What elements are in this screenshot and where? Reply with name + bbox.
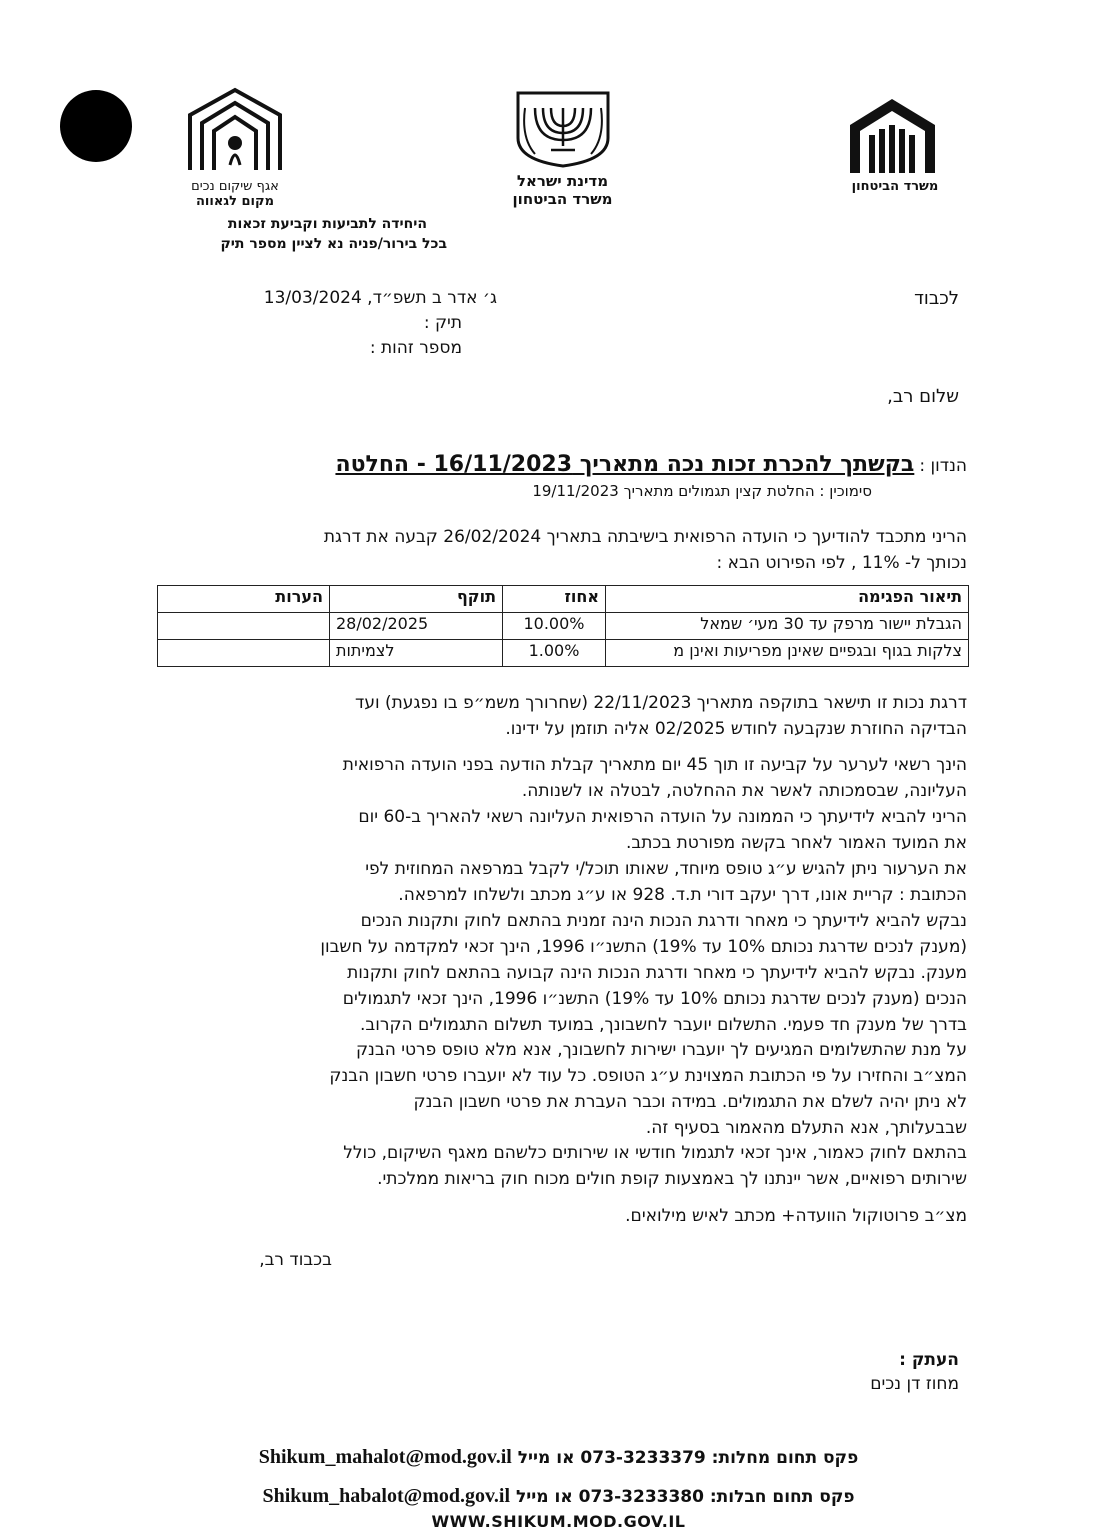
greeting: שלום רב, <box>887 386 959 407</box>
table-cell: 1.00% <box>503 640 606 667</box>
intro-paragraph <box>147 524 967 576</box>
body-paragraph <box>137 1140 967 1192</box>
paragraph-line: הכתובת : קריית אונו, דרך יעקב דורי ת.ד. 928 או ע״ג מכתב ולשלחו למרפאה. <box>398 885 967 905</box>
paragraph-line: הינך רשאי לערער על קביעה זו תוך 45 יום מתאריך קבלת הודעה בפני הועדה הרפואית <box>342 755 967 775</box>
paragraph-line: בהתאם לחוק כאמור, אינך זכאי לתגמול חודשי או שירותים כלשהם מאגף השיקום, כולל <box>343 1143 967 1163</box>
footer-fax-injuries: פקס תחום חבלות: 073-3233380 או מייל <box>515 1487 855 1507</box>
table-row <box>158 613 969 640</box>
subject-prefix: הנדון : <box>919 456 967 476</box>
intro-line: הריני מתכבד להודיעך כי הועדה הרפואית בישיבתה בתאריך 26/02/2024 קבעה את דרגת <box>323 527 967 547</box>
unit-name: היחידה לתביעות וקביעת זכאות <box>227 216 427 232</box>
footer-line-injuries <box>0 1485 1117 1508</box>
copy-recipient: מחוז דן נכים <box>870 1374 959 1394</box>
table-cell <box>158 640 330 667</box>
state-logo-line1: מדינת ישראל <box>516 172 609 190</box>
paragraph-line: את המועד האמור לאחר בקשה מפורטת בכתב. <box>626 833 967 853</box>
table-cell: צלקות בגוף ובגפיים שאינן מפריעות ואינן מ <box>606 640 969 667</box>
table-cell: 28/02/2025 <box>330 613 503 640</box>
subject-title: בקשתך להכרת זכות נכה מתאריך 16/11/2023 - החלטה <box>335 452 915 477</box>
col-notes: הערות <box>158 586 330 613</box>
table-cell: הגבלת יישור מרפק עד 30 מעי׳ שמאל <box>606 613 969 640</box>
table-cell: 10.00% <box>503 613 606 640</box>
footer-website[interactable]: WWW.SHIKUM.MOD.GOV.IL <box>431 1512 686 1531</box>
state-logo-line2: משרד הביטחון <box>512 190 613 208</box>
body-paragraph <box>137 1037 967 1141</box>
footer-email-injuries[interactable]: Shikum_habalot@mod.gov.il <box>262 1485 511 1507</box>
body-paragraph <box>137 1203 967 1229</box>
paragraph-line: העליונה, שבסמכותה לאשר את ההחלטה, לבטלה או לשנותה. <box>521 781 967 801</box>
paragraph-line: את הערעור ניתן להגיש ע״ג טופס מיוחד, שאותו תוכל/י לקבל במרפאה המחוזית לפי <box>365 859 967 879</box>
rehab-logo-line2: מקום לגאווה <box>195 194 274 209</box>
table-cell: לצמיתות <box>330 640 503 667</box>
disability-table <box>157 585 969 667</box>
body-paragraph <box>137 908 967 1038</box>
unit-reference-note: בכל בירור/פניה נא לציין מספר תיק <box>220 236 447 252</box>
paragraph-line: מענק. נבקש להביא לידיעתך כי מאחר ודרגת הנכות הינה קבועה בהתאם לחוק ותקנות <box>347 963 967 983</box>
paragraph-line: הנכים (מענק לנכים שדרגת נכותם 10% עד 19%) התשנ״ו 1996, הינך זכאי לתגמולים <box>342 989 967 1009</box>
paragraph-line: בדרך של מענק חד פעמי. התשלום יועבר לחשבונך, במועד תשלום התגמולים הקרוב. <box>359 1015 967 1035</box>
paragraph-line: לא ניתן יהיה לשלם את התגמולים. במידה וכבר העברת את פרטי חשבון הבנק <box>413 1092 967 1112</box>
copy-label: העתק : <box>899 1350 959 1370</box>
footer-email-diseases[interactable]: Shikum_mahalot@mod.gov.il <box>258 1446 512 1468</box>
paragraph-line: מצ״ב פרוטוקול הוועדה+ מכתב לאיש מילואים. <box>625 1206 967 1226</box>
footer-line-diseases <box>0 1446 1117 1469</box>
reference-line: סימוכין : החלטת קצין תגמולים מתאריך 19/11/2023 <box>532 482 872 500</box>
rehab-logo <box>180 85 290 209</box>
file-number-label: תיק : <box>423 313 462 333</box>
table-cell <box>158 613 330 640</box>
mod-logo-line1: משרד הביטחון <box>851 179 939 194</box>
menorah-emblem-icon <box>513 88 613 168</box>
paragraph-line: המצ״ב והחזירו על פי הכתובת המצוינת ע״ג הטופס. כל עוד לא יועברו פרטי חשבון הבנק <box>329 1066 967 1086</box>
col-validity: תוקף <box>330 586 503 613</box>
col-percent: אחוז <box>503 586 606 613</box>
closing: בכבוד רב, <box>259 1250 332 1270</box>
paragraph-line: על מנת שהתשלומים המגיעים לך יועברו ישירות לחשבונך, אנא מלא טופס פרטי הבנק <box>356 1040 967 1060</box>
body-paragraph <box>137 690 967 742</box>
paragraph-line: נבקש להביא לידיעתך כי מאחר ודרגת הנכות הינה זמנית בהתאם לחוק ותקנות הנכים <box>360 911 967 931</box>
paragraph-line: הריני להביא לידיעתך כי הממונה על הועדה הרפואית העליונה רשאי להאריך ב-60 יום <box>358 807 967 827</box>
state-logo <box>505 88 620 208</box>
table-row <box>158 640 969 667</box>
body-paragraph <box>137 752 967 908</box>
black-dot <box>60 90 132 162</box>
paragraph-line: שבבעלותך, אנא התעלם מהאמור בסעיף זה. <box>645 1118 967 1138</box>
paragraph-line: דרגת נכות זו תישאר בתוקפה מתאריך 22/11/2023 (שחרורך משמ״פ בו נפגעת) ועד <box>355 693 967 713</box>
mod-emblem-icon <box>845 95 940 175</box>
paragraph-line: (מענק לנכים שדרגת נכותם 10% עד 19%) התשנ״ו 1996, הינך זכאי למקדמה על חשבון <box>320 937 967 957</box>
rehab-logo-line1: אגף שיקום נכים <box>191 179 279 194</box>
mod-logo <box>845 95 945 194</box>
id-number-label: מספר זהות : <box>369 338 462 358</box>
rehab-emblem-icon <box>180 85 290 175</box>
recipient-label: לכבוד <box>914 288 959 309</box>
col-description: תיאור הפגימה <box>606 586 969 613</box>
subject-line <box>335 452 967 477</box>
paragraph-line: שירותים רפואיים, אשר יינתנו לך באמצעות קופת חולים מכוח חוק בריאות ממלכתי. <box>377 1169 967 1189</box>
intro-line: נכותך ל- 11% , לפי הפירוט הבא : <box>716 553 967 573</box>
paragraph-line: הבדיקה החוזרת שנקבעה לחודש 02/2025 אליה תוזמן על ידינו. <box>505 719 967 739</box>
table-header-row <box>158 586 969 613</box>
footer-fax-diseases: פקס תחום מחלות: 073-3233379 או מייל <box>517 1448 859 1468</box>
letter-date: ג׳ אדר ב תשפ״ד, 13/03/2024 <box>263 288 497 308</box>
